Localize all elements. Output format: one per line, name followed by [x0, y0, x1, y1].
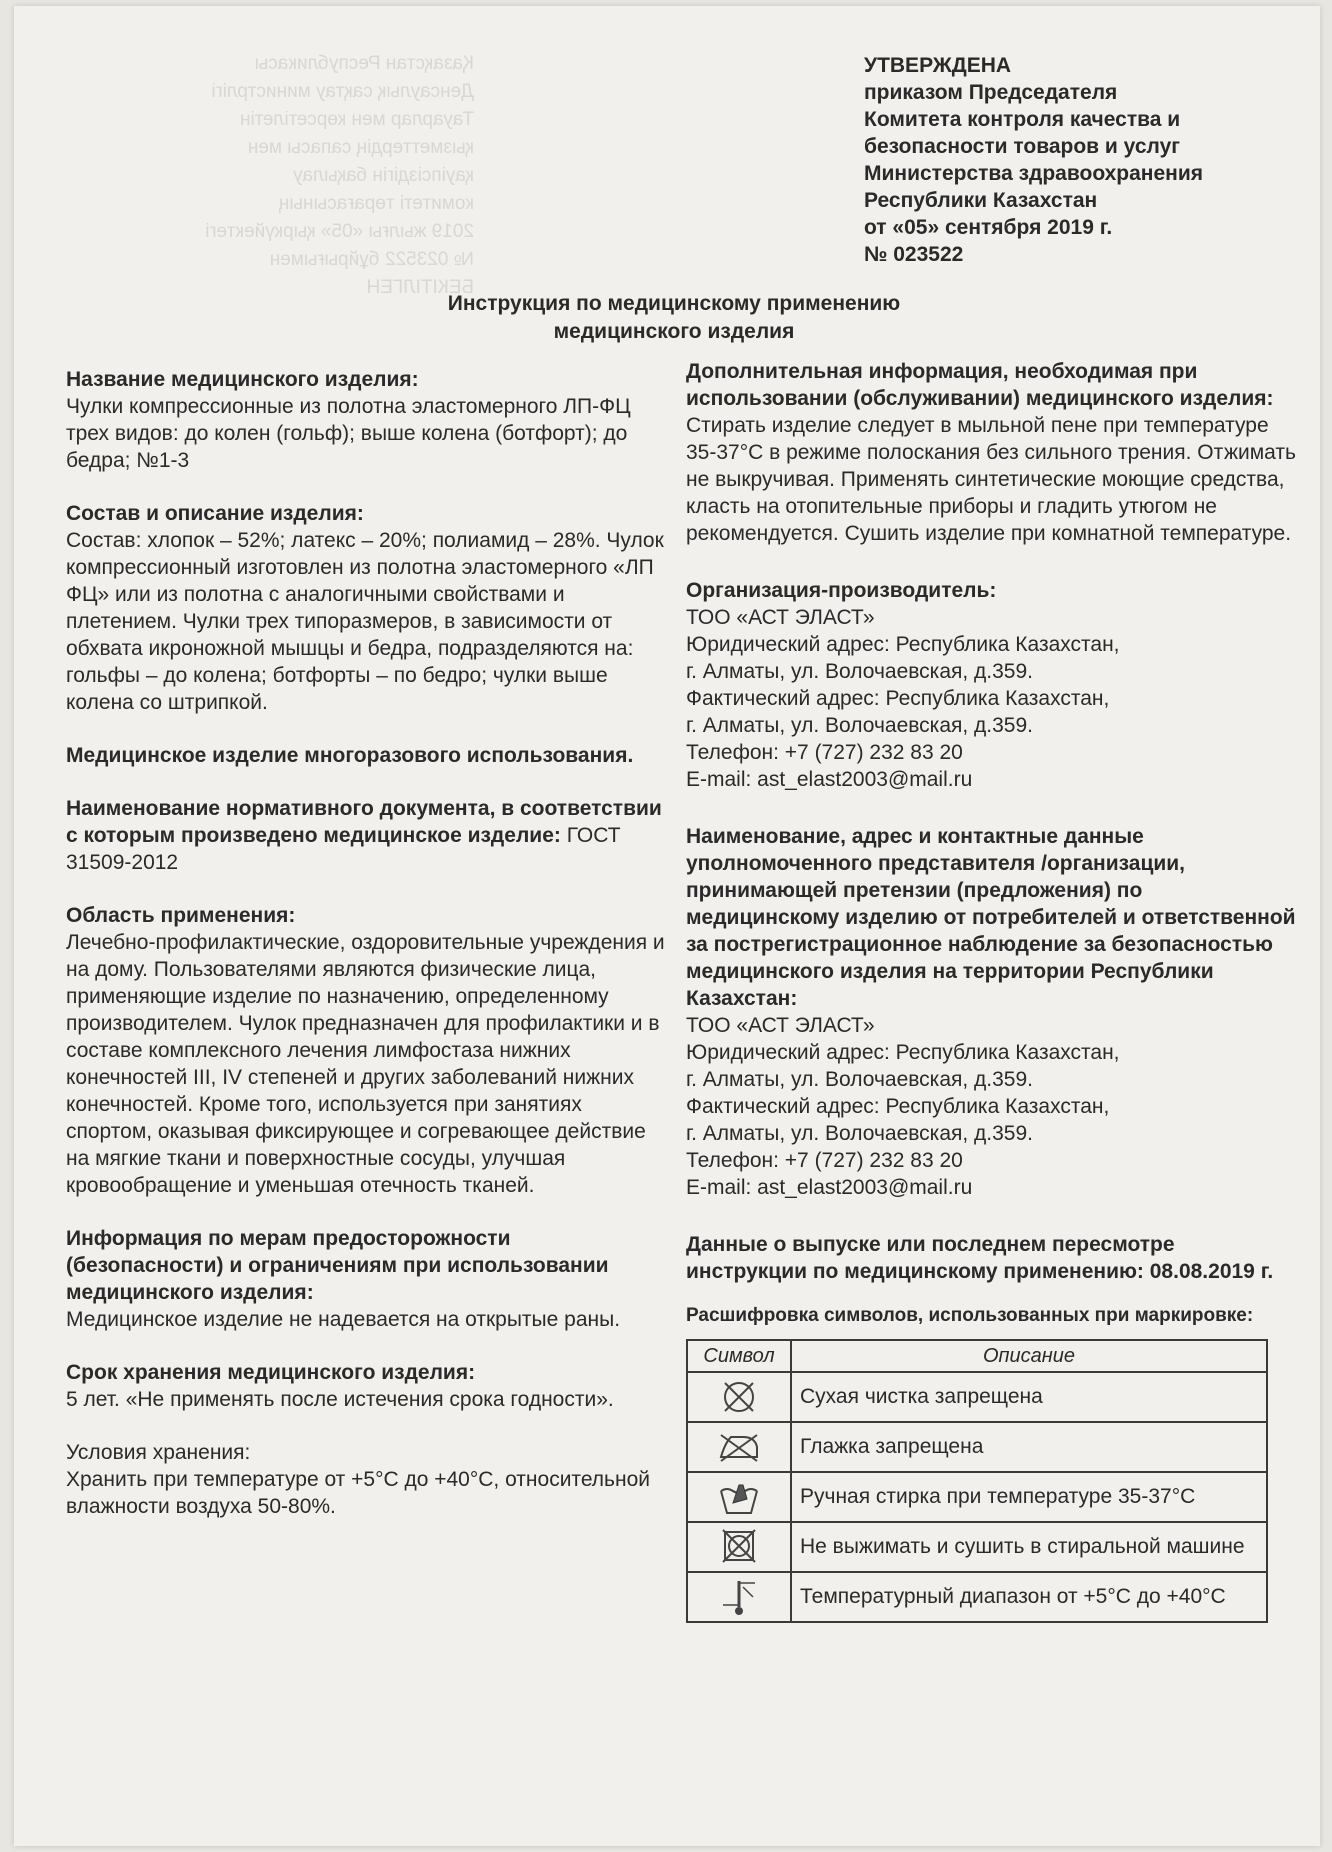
- table-header-row: [687, 1340, 1267, 1372]
- symbol-cell: [687, 1422, 791, 1472]
- section-heading: Состав и описание изделия:: [66, 502, 364, 525]
- column-header-symbol: Символ: [687, 1340, 791, 1372]
- manufacturer-line: Телефон: +7 (727) 232 83 20: [686, 741, 963, 764]
- representative-line: г. Алматы, ул. Волочаевская, д.359.: [686, 1122, 1034, 1145]
- section-heading: Название медицинского изделия:: [66, 368, 419, 391]
- table-row: [687, 1522, 1267, 1572]
- section-heading: Медицинское изделие многоразового использования.: [66, 744, 634, 767]
- symbol-cell: [687, 1522, 791, 1572]
- section-revision: [686, 1231, 1296, 1285]
- column-header-description: Описание: [791, 1340, 1267, 1372]
- section-storage: [66, 1439, 666, 1520]
- manufacturer-line: г. Алматы, ул. Волочаевская, д.359.: [686, 714, 1034, 737]
- no-dry-clean-icon: [719, 1379, 759, 1415]
- representative-line: Телефон: +7 (727) 232 83 20: [686, 1149, 963, 1172]
- section-care: [686, 358, 1296, 547]
- no-tumble-dry-icon: [719, 1528, 759, 1566]
- section-shelf-life: [66, 1359, 666, 1413]
- section-heading: Организация-производитель:: [686, 579, 997, 602]
- section-product-name: [66, 366, 666, 474]
- section-text: Лечебно-профилактические, оздоровительные учреждения и на дому. Пользователями являются физические лица, применяющие изделие по назначению, определенному производителем. Чулок предназначен для профилактики и в составе комплексного лечения лимфостаза нижних конечностей III, IV степеней и других заболеваний нижних конечностей. Кроме того, используется при занятиях спортом, оказывая фиксирующее и согревающее действие на мягкие ткани и поверхностные сосуды, улучшая кровообращение и уменьшая отечность тканей.: [66, 931, 665, 1197]
- title-line-2: медицинского изделия: [553, 320, 795, 343]
- table-row: [687, 1572, 1267, 1622]
- approval-stamp: [864, 52, 1304, 268]
- section-text: Чулки компрессионные из полотна эластомерного ЛП-ФЦ трех видов: до колен (гольф); выше колена (ботфорт); до бедра; №1-3: [66, 395, 631, 472]
- approval-line: приказом Председателя: [864, 81, 1118, 104]
- section-heading: Данные о выпуске или последнем пересмотре инструкции по медицинскому применению: 08.08.2019 г.: [686, 1233, 1274, 1283]
- representative-line: E-mail: ast_elast2003@mail.ru: [686, 1176, 973, 1199]
- section-heading: Дополнительная информация, необходимая при использовании (обслуживании) медицинского изделия:: [686, 360, 1274, 410]
- bleed-through-text: Қазақстан Республикасы Денсаулық сақтау министрлігі Тауарлар мен көрсетілетін қызметтердің сапасы мен қауіпсіздігін бақылау комитеті төрағасының 2019 жылғы «05» қыркүйектегі № 023522 бұйрығымен БЕКІТІЛГЕН: [205, 53, 474, 298]
- approval-line: № 023522: [864, 243, 964, 266]
- standard-value: ГОСТ 31509-2012: [66, 824, 621, 874]
- right-column: [686, 358, 1296, 1623]
- approval-line: безопасности товаров и услуг: [864, 135, 1180, 158]
- section-reusable: [66, 742, 666, 769]
- hand-wash-icon: [717, 1477, 761, 1517]
- manufacturer-line: Юридический адрес: Республика Казахстан,: [686, 633, 1120, 656]
- section-text: Стирать изделие следует в мыльной пене при температуре 35-37°С в режиме полоскания без сильного трения. Отжимать не выкручивая. Применять синтетические моющие средства, класть на отопительные приборы и гладить утюгом не рекомендуется. Сушить изделие при комнатной температуре.: [686, 414, 1296, 545]
- section-heading: Условия хранения:: [66, 1441, 251, 1464]
- approval-line: Комитета контроля качества и: [864, 108, 1181, 131]
- section-heading: Наименование, адрес и контактные данные уполномоченного представителя /организации, принимающей претензии (предложения) по медицинскому изделию от потребителей и ответственной за пострегистрационное наблюдение за безопасностью медицинского изделия на территории Республики Казахстан:: [686, 825, 1296, 1010]
- approval-line: от «05» сентября 2019 г.: [864, 216, 1113, 239]
- table-row: [687, 1472, 1267, 1522]
- section-standard: [66, 795, 666, 876]
- table-row: [687, 1372, 1267, 1422]
- table-row: [687, 1422, 1267, 1472]
- section-text: Состав: хлопок – 52%; латекс – 20%; полиамид – 28%. Чулок компрессионный изготовлен из полотна эластомерного «ЛП ФЦ» или из полотна с аналогичными свойствами и плетением. Чулки трех типоразмеров, в зависимости от обхвата икроножной мышцы и бедра, подразделяются на: гольфы – до колена; ботфорты – по бедро; чулки выше колена со штрипкой.: [66, 529, 664, 714]
- approval-line: Министерства здравоохранения: [864, 162, 1204, 185]
- symbols-title: Расшифровка символов, использованных при маркировке:: [686, 1305, 1254, 1326]
- approval-line: УТВЕРЖДЕНА: [864, 54, 1012, 77]
- representative-line: Фактический адрес: Республика Казахстан,: [686, 1095, 1110, 1118]
- section-heading: Срок хранения медицинского изделия:: [66, 1361, 476, 1384]
- representative-line: ТОО «АСТ ЭЛАСТ»: [686, 1014, 875, 1037]
- manufacturer-line: ТОО «АСТ ЭЛАСТ»: [686, 606, 875, 629]
- section-text: Хранить при температуре от +5°С до +40°С, относительной влажности воздуха 50-80%.: [66, 1468, 651, 1518]
- title-line-1: Инструкция по медицинскому применению: [447, 292, 901, 315]
- section-heading: Информация по мерам предосторожности (безопасности) и ограничениям при использовании медицинского изделия:: [66, 1227, 609, 1304]
- manufacturer-line: г. Алматы, ул. Волочаевская, д.359.: [686, 660, 1034, 683]
- symbol-description: Сухая чистка запрещена: [791, 1372, 1267, 1422]
- approval-line: Республики Казахстан: [864, 189, 1098, 212]
- symbol-cell: [687, 1572, 791, 1622]
- section-text: 5 лет. «Не применять после истечения срока годности».: [66, 1388, 614, 1411]
- representative-line: г. Алматы, ул. Волочаевская, д.359.: [686, 1068, 1034, 1091]
- temperature-range-icon: [709, 1575, 769, 1619]
- manufacturer-line: E-mail: ast_elast2003@mail.ru: [686, 768, 973, 791]
- section-heading: Наименование нормативного документа, в соответствии с которым произведено медицинское изделие:: [66, 797, 662, 847]
- instruction-sheet: [14, 6, 1320, 1846]
- symbol-description: Температурный диапазон от +5°С до +40°С: [791, 1572, 1267, 1622]
- section-heading: Область применения:: [66, 904, 296, 927]
- section-scope: [66, 902, 666, 1199]
- left-column: [66, 366, 666, 1520]
- section-manufacturer: [686, 577, 1296, 793]
- document-title: [314, 290, 1034, 346]
- symbols-table: [686, 1339, 1268, 1623]
- section-representative: [686, 823, 1296, 1201]
- symbol-description: Ручная стирка при температуре 35-37°С: [791, 1472, 1267, 1522]
- section-text: Медицинское изделие не надевается на открытые раны.: [66, 1308, 621, 1331]
- symbol-cell: [687, 1372, 791, 1422]
- manufacturer-line: Фактический адрес: Республика Казахстан,: [686, 687, 1110, 710]
- representative-line: Юридический адрес: Республика Казахстан,: [686, 1041, 1120, 1064]
- section-precautions: [66, 1225, 666, 1333]
- section-composition: [66, 500, 666, 716]
- symbol-cell: [687, 1472, 791, 1522]
- symbol-description: Глажка запрещена: [791, 1422, 1267, 1472]
- symbol-description: Не выжимать и сушить в стиральной машине: [791, 1522, 1267, 1572]
- no-ironing-icon: [717, 1429, 761, 1465]
